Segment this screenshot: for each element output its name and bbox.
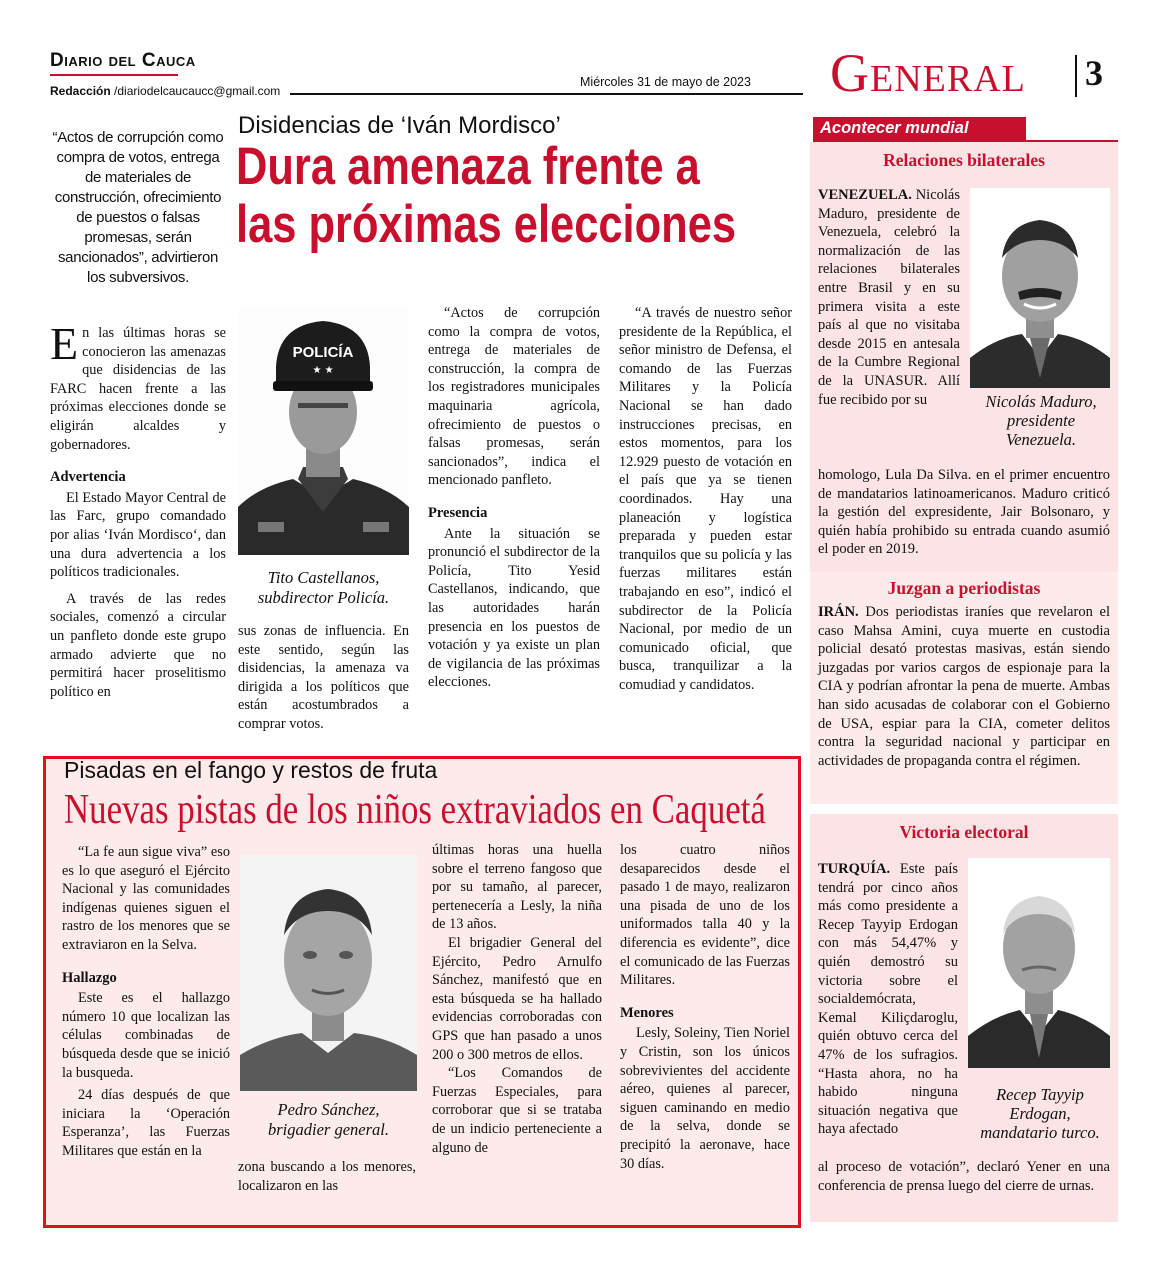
erdogan-caption: Recep Tayyip Erdogan, mandatario turco. [980, 1085, 1100, 1142]
sidebar-item2-body: Dos periodistas iraníes que revelaron el caso Mahsa Amini, cuya muerte en custodia policial desató protestas masivas, están siendo juzgadas por varios cargos de espionaje para la CIA y podrían afrontar la pena de muerte. Ambas han sido acusadas de colaborar con el Gobierno de USA, espiar para la CIA, cometer delitos contra la seguridad nacional y participar en actividades de propaganda contra el régimen. [818, 604, 1111, 769]
sidebar-item3-text-side [818, 860, 958, 1139]
lead-col1 [50, 318, 226, 701]
second-col4-p1: los cuatro niños desaparecidos desde el pasado 1 de mayo, realizaron una pisada de uno de los uniformados talla 40 y la diferencia es evidente”, dice el comunicado de las Fuerzas Militares. [620, 842, 790, 989]
sidebar-tab-label: Acontecer mundial [820, 119, 969, 137]
lead-col3 [428, 304, 600, 692]
issue-date: Miércoles 31 de mayo de 2023 [580, 75, 751, 89]
sidebar-item3-text-full: al proceso de votación”, declaró Yener en una conferencia de prensa luego del cierre de urnas. [818, 1159, 1110, 1194]
sidebar-item3-lead: TURQUÍA. [818, 861, 891, 877]
maduro-illustration [970, 188, 1110, 388]
lead-col3-p2: Ante la situación se pronunció el subdirector de la Policía, Tito Yesid Castellanos, indicando, que las autoridades harán presencia en los puestos de votación y ya existe un plan de vigilancia de las próximas elecciones. [428, 525, 600, 691]
sidebar-item1-text-side [818, 186, 960, 409]
erdogan-illustration [968, 858, 1110, 1068]
sidebar-item1-title: Relaciones bilaterales [883, 150, 1045, 170]
pull-quote: “Actos de corrupción como compra de votos, entrega de materiales de construcción, ofrecimiento de puestos o falsas promesas, serán sancionados”, advirtieron los subversivos. [52, 129, 224, 286]
lead-intro: n las últimas horas se conocieron las amenazas que disidencias de las FARC hacen frente a las próximas elecciones donde se eligirán alcaldes y gobernadores. [50, 325, 226, 453]
sidebar-item3-title: Victoria electoral [899, 822, 1029, 842]
lead-kicker: Disidencias de ‘Iván Mordisco’ [238, 112, 561, 139]
section-title: General [830, 43, 1026, 103]
second-col4 [620, 841, 790, 1173]
lead-col4-p1: “A través de nuestro señor presidente de la República, el señor ministro de Defensa, el comando de las Fuerzas Militares y la Policía Nacional se han dado instrucciones precisas, en estos momentos, para los 12.929 puesto de votación en el país que ya se tienen coordinados. Hay una planeación y logística preparada y pueden estar tranquilos que su policía y las fuerzas militares están trabajando en eso”, indicó el subdirector de la Policía Nacional, por medio de un comunicado oficial, que busca, tranquilizar a la comudiad y candidatos. [619, 305, 792, 693]
header-rule [290, 93, 803, 95]
second-col3-p2: El brigadier General del Ejército, Pedro Arnulfo Sánchez, manifestó que en esta búsqueda se ha hallado evidencias corroboradas con GPS que han pasado a unos 200 o 300 metros de ellos. [432, 934, 602, 1063]
svg-text:POLICÍA: POLICÍA [292, 344, 354, 361]
maduro-photo [970, 188, 1110, 388]
masthead-red-rule [50, 74, 178, 76]
redaccion-line [50, 84, 280, 98]
lead-col1-p3: A través de las redes sociales, comenzó a circular un panfleto donde este grupo armado advierte que no permitirá hacer proselitismo político en [50, 590, 226, 700]
lead-col4 [619, 304, 792, 694]
sidebar-item1-text-full: homologo, Lula Da Silva. en el primer encuentro de mandatarios latinoamericanos. Maduro criticó la gestión del expresidente, Jair Bolsonaro, y quién había prohibido su entrada cuando asumió el poder en 2019. [818, 467, 1110, 558]
brigadier-general-illustration [240, 855, 417, 1091]
second-col1-p1: “La fe aun sigue viva” eso es lo que aseguró el Ejército Nacional y las comunidades indígenas quienes siguen el rastro de los menores que se extraviaron en la Selva. [62, 844, 230, 953]
second-col1 [62, 843, 230, 1161]
subhead-presencia: Presencia [428, 504, 488, 521]
lead-headline-line1: Dura amenaza frente a [236, 137, 700, 196]
subhead-hallazgo: Hallazgo [62, 969, 117, 986]
lead-headline-line2: las próximas elecciones [236, 195, 737, 254]
sidebar-item1-side: Nicolás Maduro, presidente de Venezuela, celebró la normalización de las relaciones bilaterales entre Brasil y en su primera visita a este país al que no visitaba desde 2015 en antesala de la Cumbre Regional de la UNASUR. Allí fue recibido por su [818, 187, 960, 408]
second-col4-p2: Lesly, Soleiny, Tien Noriel y Cristin, son los únicos sobrevivientes del accidente aéreo, quienes al parecer, siguen caminando en medio de la selva, donde se precipitó la aeronave, hace 30 días. [620, 1025, 790, 1172]
lead-col2: sus zonas de influencia. En este sentido, según las disidencias, la amenaza va dirigida a los políticos que están acostumbrados a comprar votos. [238, 623, 409, 732]
email: /diariodelcaucaucc@gmail.com [114, 84, 281, 98]
lead-col1-p2: El Estado Mayor Central de las Farc, grupo comandado por alias ‘Iván Mordisco‘, dan una dura advertencia a los políticos tradicionales. [50, 489, 226, 581]
brigadier-general-photo [240, 855, 417, 1091]
second-kicker: Pisadas en el fango y restos de fruta [64, 757, 438, 783]
second-col1-p2: Este es el hallazgo número 10 que localizan las células combinadas de búsqueda desde que se inició la busqueda. [62, 990, 230, 1081]
redaccion-label: Redacción [50, 84, 111, 98]
sidebar-item2-text [818, 603, 1110, 770]
sidebar-item3-side: Este país tendrá por cinco años más como presidente a Recep Tayyip Erdogan con más 54,47% y quién demostró su victoria sobre el socialdemócrata, Kemal Kiliçdaroglu, quién obtuvo cerca del 47% de los sufragios. “Hasta ahora, no ha habido ninguna situación negativa que haya afectado [818, 861, 958, 1138]
sidebar-item1-lead: VENEZUELA. [818, 187, 912, 203]
subhead-menores: Menores [620, 1004, 674, 1021]
second-col1-p3: 24 días después de que iniciara la ‘Operación Esperanza’, las Fuerzas Militares que están en la [62, 1087, 230, 1159]
brigadier-photo-caption: Pedro Sánchez, brigadier general. [268, 1100, 389, 1139]
subhead-advertencia: Advertencia [50, 469, 126, 486]
sidebar-item2-lead: IRÁN. [818, 604, 859, 620]
second-col3-p1: últimas horas una huella sobre el terreno fangoso que por su tamaño, al parecer, pertenecería a Lesly, la niña de 13 años. [432, 842, 602, 933]
maduro-caption: Nicolás Maduro, presidente Venezuela. [985, 392, 1097, 449]
section-divider [1075, 55, 1077, 97]
police-officer-illustration [238, 307, 409, 555]
erdogan-photo [968, 858, 1110, 1068]
svg-text:★ ★: ★ ★ [312, 365, 334, 376]
second-col3-p3: “Los Comandos de Fuerzas Especiales, para corroborar que si se trataba de un indicio perteneciente a alguno de [432, 1065, 602, 1156]
paper-name: Diario del Cauca [50, 50, 196, 71]
second-col3 [432, 841, 602, 1157]
page-number: 3 [1085, 53, 1103, 93]
sidebar-item2-title: Juzgan a periodistas [887, 578, 1041, 598]
drop-cap: E [50, 318, 79, 369]
second-headline: Nuevas pistas de los niños extraviados en Caquetá [64, 787, 766, 833]
lead-headline [236, 137, 737, 254]
second-col2: zona buscando a los menores, localizaron en las [238, 1159, 416, 1194]
police-officer-photo [238, 307, 409, 555]
police-photo-caption: Tito Castellanos, subdirector Policía. [257, 568, 390, 607]
lead-col3-p1: “Actos de corrupción como la compra de votos, entrega de materiales de construcción, la compra de los registradores municipales maquinaria agrícola, ofrecimiento de puestos o falsas promesas, serán sancionados”, indica el mencionado panfleto. [428, 305, 600, 489]
